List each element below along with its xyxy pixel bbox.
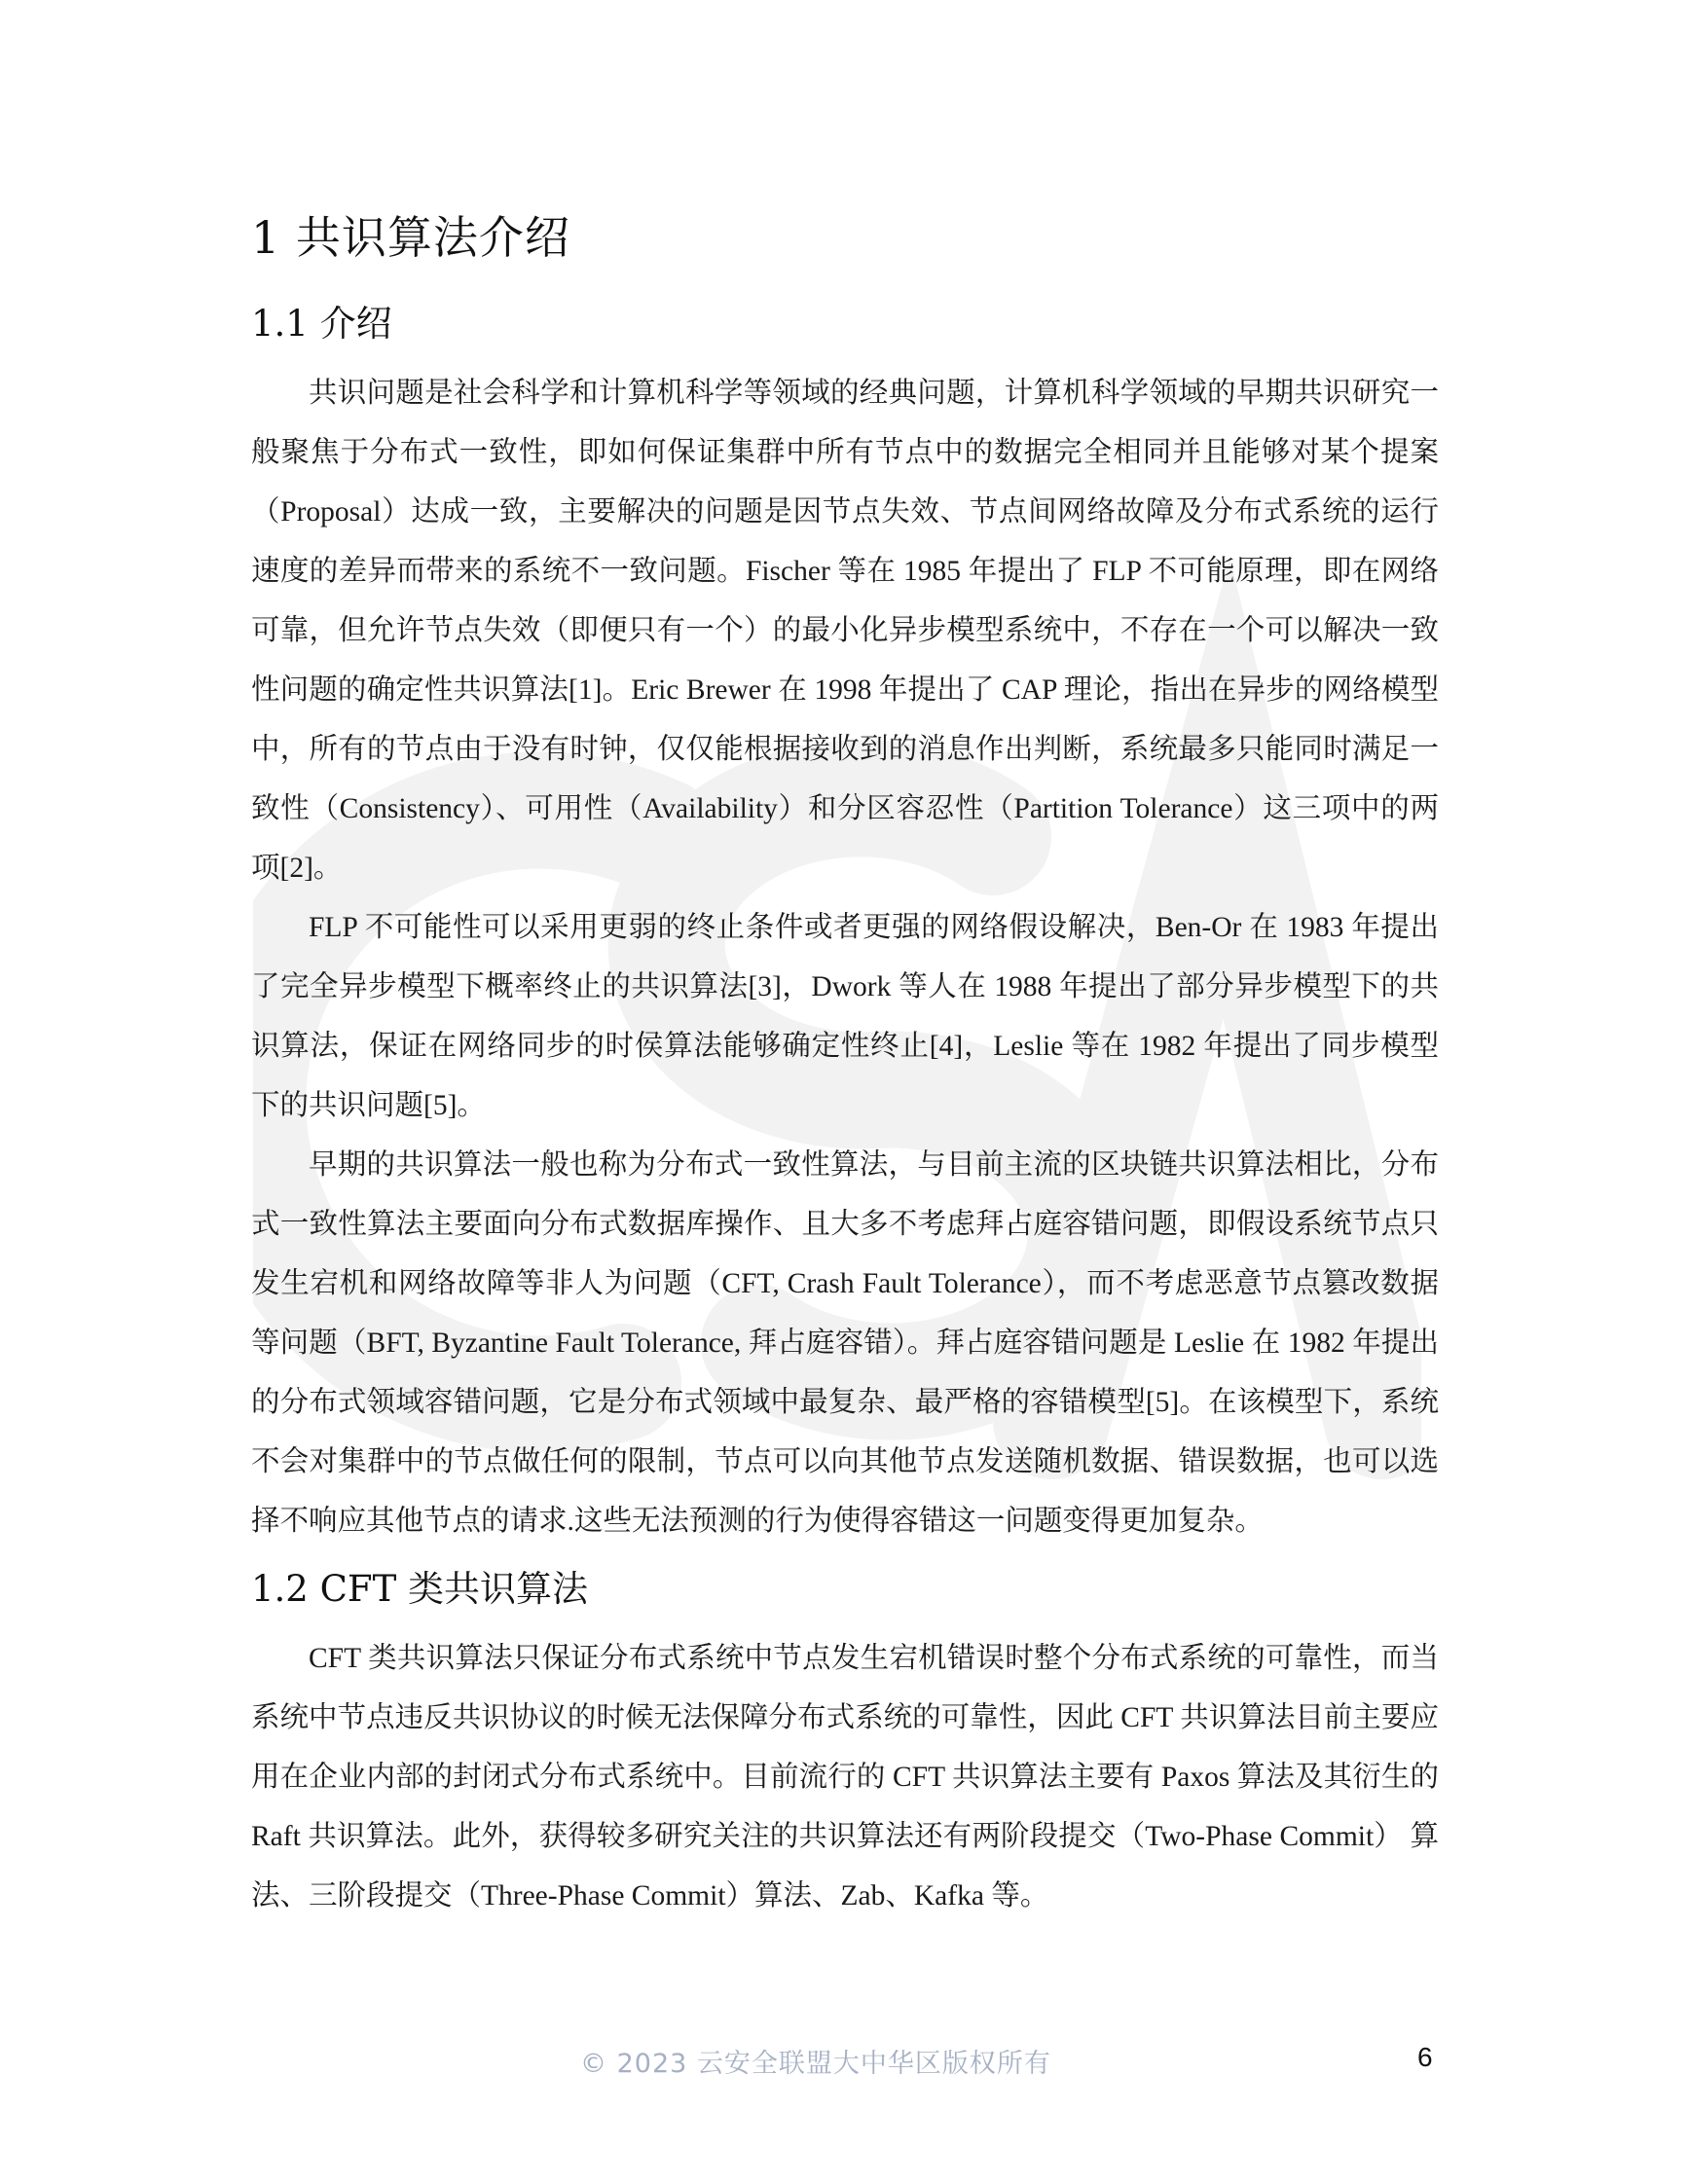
section-cft-consensus (251, 1559, 1439, 1926)
chapter-title: 1 共识算法介绍 (251, 211, 570, 264)
section-introduction (251, 294, 1439, 1551)
page-number: 6 (1417, 2042, 1433, 2072)
paragraph: FLP 不可能性可以采用更弱的终止条件或者更强的网络假设解决，Ben-Or 在 1983 年提出了完全异步模型下概率终止的共识算法[3]，Dwork 等人在 1988 年提出了部分异步模型下的共识算法，保证在网络同步的时侯算法能够确定性终止[4]，Leslie 等在 1982 年提出了同步模型下的共识问题[5]。 (251, 912, 1439, 1121)
section-title: 1.1 介绍 (251, 303, 392, 345)
copyright-notice: © 2023 云安全联盟大中华区版权所有 (580, 2049, 1051, 2079)
paragraph: 早期的共识算法一般也称为分布式一致性算法，与目前主流的区块链共识算法相比，分布式一致性算法主要面向分布式数据库操作、且大多不考虑拜占庭容错问题，即假设系统节点只发生宕机和网络故障等非人为问题（CFT, Crash Fault Tolerance），而不考虑恶意节点篡改数据等问题（BFT, Byzantine Fault Tolerance, 拜占庭容错）。拜占庭容错问题是 Leslie 在 1982 年提出的分布式领域容错问题，它是分布式领域中最复杂、最严格的容错模型[5]。在该模型下，系统不会对集群中的节点做任何的限制，节点可以向其他节点发送随机数据、错误数据，也可以选择不响应其他节点的请求.这些无法预测的行为使得容错这一问题变得更加复杂。 (251, 1149, 1439, 1537)
section-title: 1.2 CFT 类共识算法 (251, 1568, 589, 1610)
page-footer (0, 2042, 1688, 2081)
paragraph: CFT 类共识算法只保证分布式系统中节点发生宕机错误时整个分布式系统的可靠性，而当系统中节点违反共识协议的时候无法保障分布式系统的可靠性，因此 CFT 共识算法目前主要应用在企业内部的封闭式分布式系统中。目前流行的 CFT 共识算法主要有 Paxos 算法及其衍生的 Raft 共识算法。此外，获得较多研究关注的共识算法还有两阶段提交（Two-Phase Commit） 算法、三阶段提交（Three-Phase Commit）算法、Zab、Kafka 等。 (251, 1643, 1439, 1911)
paragraph: 共识问题是社会科学和计算机科学等领域的经典问题，计算机科学领域的早期共识研究一般聚焦于分布式一致性，即如何保证集群中所有节点中的数据完全相同并且能够对某个提案（Proposal）达成一致，主要解决的问题是因节点失效、节点间网络故障及分布式系统的运行速度的差异而带来的系统不一致问题。Fischer 等在 1985 年提出了 FLP 不可能原理，即在网络可靠，但允许节点失效（即便只有一个）的最小化异步模型系统中，不存在一个可以解决一致性问题的确定性共识算法[1]。Eric Brewer 在 1998 年提出了 CAP 理论，指出在异步的网络模型中，所有的节点由于没有时钟，仅仅能根据接收到的消息作出判断，系统最多只能同时满足一致性（Consistency）、可用性（Availability）和分区容忍性（Partition Tolerance）这三项中的两项[2]。 (251, 378, 1439, 884)
page-content (251, 202, 1439, 1926)
